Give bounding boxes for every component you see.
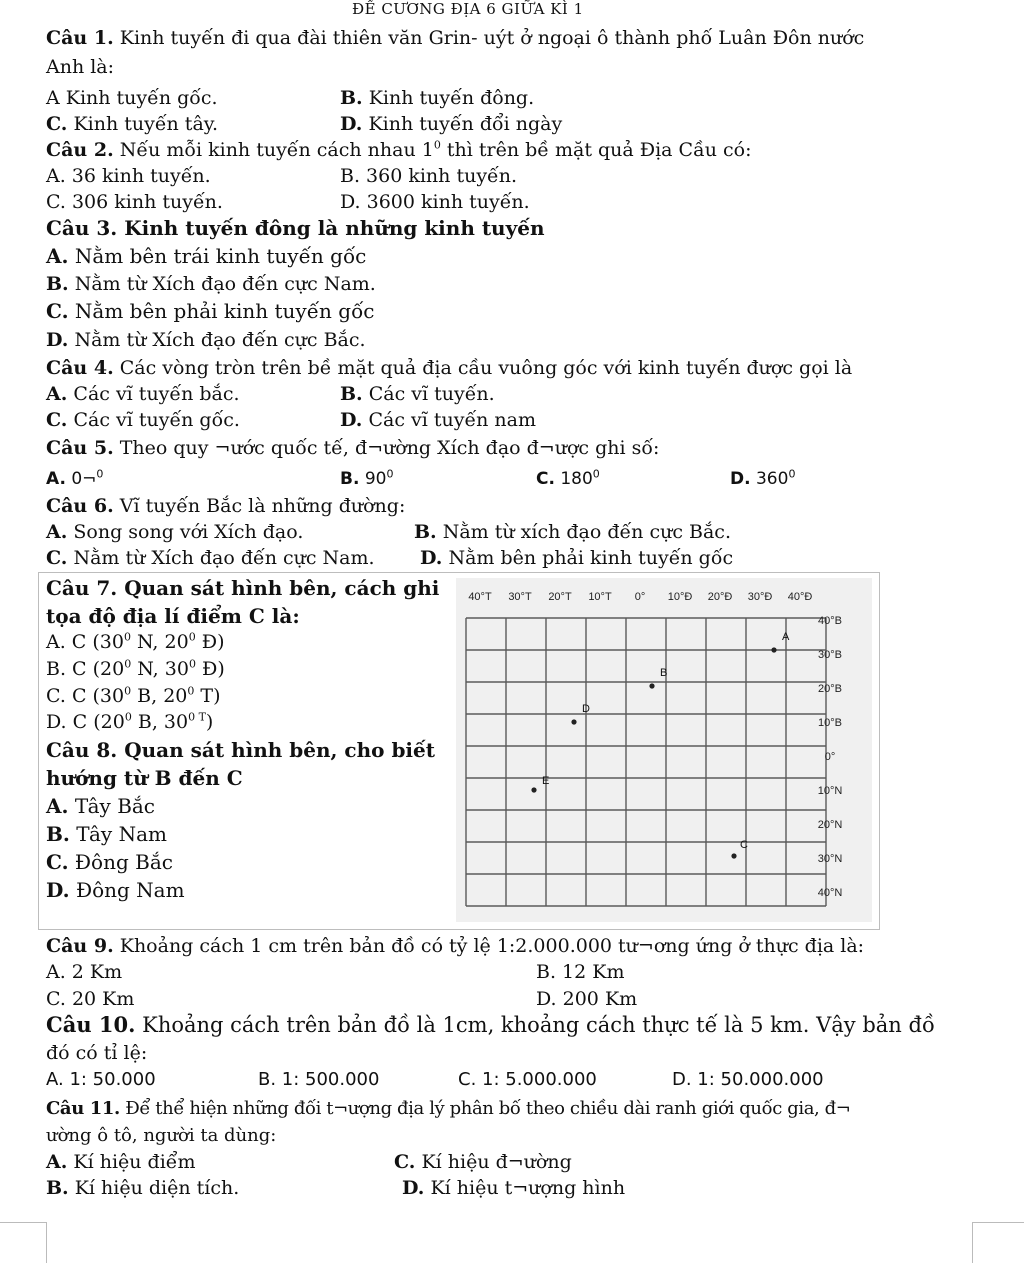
- option-text: Song song với Xích đạo.: [73, 521, 304, 543]
- option-letter: D.: [46, 878, 70, 902]
- page-corner-right: [972, 1222, 1024, 1263]
- option-b: B. 1: 500.000: [258, 1069, 380, 1090]
- option-d: D. 1: 50.000.000: [672, 1069, 824, 1090]
- option-letter: C.: [536, 469, 555, 489]
- map-point-b: [649, 683, 654, 688]
- option-text: Các vĩ tuyến gốc.: [73, 409, 240, 431]
- option-letter: D.: [402, 1177, 425, 1199]
- option-letter: A.: [46, 521, 68, 543]
- degree-sup: 0: [124, 710, 132, 724]
- option-d: [402, 1176, 625, 1200]
- option-a: A. 1: 50.000: [46, 1069, 156, 1090]
- option-b: B. 12 Km: [536, 961, 625, 983]
- option-text: 90: [364, 469, 387, 489]
- degree-sup: 0: [188, 657, 196, 671]
- coordinate-grid-map: [456, 578, 872, 922]
- option-letter: D.: [340, 113, 363, 135]
- option-d: [420, 546, 733, 570]
- question-text: Khoảng cách trên bản đồ là 1cm, khoảng cách thực tế là 5 km. Vậy bản đồ: [142, 1013, 935, 1037]
- question-text-cont: Anh là:: [46, 56, 115, 78]
- question-label: Câu 10.: [46, 1012, 136, 1037]
- option-text: Đông Nam: [75, 878, 185, 902]
- map-point-label: C: [740, 839, 748, 851]
- option-a: [46, 1150, 196, 1174]
- option-d: [46, 710, 213, 734]
- option-text: Nằm bên trái kinh tuyến gốc: [74, 244, 367, 268]
- degree-sup: 0: [788, 467, 796, 481]
- option-text: N, 30: [131, 658, 189, 680]
- option-d: D. 200 Km: [536, 988, 638, 1010]
- parallel-label: 20°B: [818, 683, 842, 695]
- option-b: [340, 86, 534, 110]
- option-letter: B.: [46, 273, 69, 295]
- option-b: [340, 467, 393, 491]
- option-text: Nằm từ Xích đạo đến cực Nam.: [74, 273, 376, 295]
- degree-sup: 0: [592, 467, 600, 481]
- option-b: [46, 272, 376, 296]
- question-text: Nếu mỗi kinh tuyến cách nhau 1: [119, 139, 434, 161]
- option-text: B, 30: [131, 711, 189, 733]
- option-a: [46, 520, 303, 544]
- option-text: T): [194, 685, 221, 707]
- option-text: ): [205, 711, 214, 733]
- option-letter: A.: [46, 794, 69, 818]
- option-a: A. 36 kinh tuyến.: [46, 165, 211, 187]
- option-text: Đông Bắc: [74, 850, 173, 874]
- option-c: [46, 112, 218, 136]
- question-text: Theo quy ¬ước quốc tế, đ¬ường Xích đạo đ¬ược ghi số:: [119, 437, 660, 459]
- option-d: D. 3600 kinh tuyến.: [340, 191, 530, 213]
- meridian-label: 20°Đ: [707, 591, 733, 603]
- option-text: Kinh tuyến đông.: [368, 87, 535, 109]
- map-point-c: [731, 853, 736, 858]
- question-1: [46, 26, 864, 50]
- option-text: Nằm từ Xích đạo đến cực Nam.: [73, 547, 375, 569]
- map-point-label: D: [582, 703, 590, 715]
- parallel-label: 40°N: [817, 887, 843, 899]
- grid-svg: [456, 578, 872, 922]
- question-text-cont: đó có tỉ lệ:: [46, 1042, 148, 1064]
- question-7-cont: tọa độ địa lí điểm C là:: [46, 604, 300, 628]
- option-text: Nằm bên phải kinh tuyến gốc: [448, 547, 734, 569]
- option-b: [46, 657, 225, 681]
- option-a: [46, 244, 366, 268]
- question-7: Câu 7. Quan sát hình bên, cách ghi: [46, 576, 440, 600]
- page-title: ĐỀ CƯƠNG ĐỊA 6 GIỮA KÌ 1: [352, 0, 584, 18]
- meridian-label: 30°Đ: [747, 591, 773, 603]
- question-2: [46, 138, 752, 162]
- option-letter: A.: [46, 383, 68, 405]
- question-label: Câu 4.: [46, 357, 114, 379]
- option-b: B. 360 kinh tuyến.: [340, 165, 518, 187]
- meridian-label: 30°T: [508, 591, 532, 603]
- option-d: [46, 328, 366, 352]
- option-d: [46, 878, 185, 902]
- option-b: [46, 1176, 239, 1200]
- option-text: Kinh tuyến tây.: [73, 113, 219, 135]
- option-text: Nằm bên phải kinh tuyến gốc: [74, 299, 375, 323]
- question-3: Câu 3. Kinh tuyến đông là những kinh tuyến: [46, 216, 545, 240]
- question-text-post: thì trên bề mặt quả Địa Cầu có:: [440, 139, 752, 161]
- option-b: [340, 382, 495, 406]
- option-text: Kinh tuyến đổi ngày: [368, 113, 563, 135]
- option-text: 360: [755, 469, 789, 489]
- question-text: Các vòng tròn trên bề mặt quả địa cầu vuông góc với kinh tuyến được gọi là: [119, 357, 853, 379]
- parallel-label: 0°: [824, 751, 836, 763]
- option-c: [46, 850, 173, 874]
- option-c: [46, 299, 375, 323]
- option-text: Kí hiệu diện tích.: [74, 1177, 240, 1199]
- parallel-label: 30°B: [818, 649, 842, 661]
- question-10: [46, 1013, 935, 1037]
- option-c: [46, 684, 221, 708]
- option-text: Kí hiệu điểm: [73, 1151, 196, 1173]
- option-text: 180: [560, 469, 593, 489]
- question-label: Câu 9.: [46, 935, 114, 957]
- degree-sup: 0: [187, 684, 195, 698]
- question-label: Câu 5.: [46, 437, 114, 459]
- degree-sup: 0: [124, 657, 132, 671]
- meridian-label: 40°Đ: [787, 591, 813, 603]
- option-text: B, 20: [131, 685, 188, 707]
- option-text: Kí hiệu t¬ượng hình: [430, 1177, 626, 1199]
- option-d: [340, 408, 536, 432]
- option-c: [46, 546, 375, 570]
- option-letter: C.: [46, 547, 68, 569]
- question-5: [46, 436, 659, 460]
- option-text: Nằm từ Xích đạo đến cực Bắc.: [74, 329, 366, 351]
- degree-sup: 0: [124, 684, 132, 698]
- question-9: [46, 934, 864, 958]
- question-text: Khoảng cách 1 cm trên bản đồ có tỷ lệ 1:2.000.000 tư¬ơng ứng ở thực địa là:: [119, 935, 865, 957]
- degree-sup: 0: [188, 630, 196, 644]
- option-letter: C.: [46, 850, 69, 874]
- option-a: [46, 467, 103, 491]
- option-letter: B.: [46, 1177, 69, 1199]
- question-label: Câu 1.: [46, 27, 114, 49]
- option-text: Các vĩ tuyến bắc.: [73, 383, 240, 405]
- option-letter: D.: [340, 409, 363, 431]
- degree-sup: 0 T: [188, 710, 206, 724]
- question-label: Câu 6.: [46, 495, 114, 517]
- map-point-e: [531, 787, 536, 792]
- option-text: Các vĩ tuyến.: [368, 383, 495, 405]
- option-letter: C.: [46, 113, 68, 135]
- option-b: [414, 520, 731, 544]
- option-c: [536, 467, 600, 491]
- option-a: [46, 794, 155, 818]
- option-letter: B.: [340, 469, 360, 489]
- option-c: C. 306 kinh tuyến.: [46, 191, 223, 213]
- question-label: Câu 11.: [46, 1098, 120, 1119]
- page-corner-left: [0, 1222, 47, 1263]
- option-letter: B.: [46, 822, 70, 846]
- option-text: Đ): [195, 631, 225, 653]
- option-text: Các vĩ tuyến nam: [368, 409, 537, 431]
- question-8: Câu 8. Quan sát hình bên, cho biết: [46, 738, 435, 762]
- option-c: C. 20 Km: [46, 988, 135, 1010]
- degree-sup: 0: [433, 138, 441, 152]
- meridian-label: 0°: [634, 591, 646, 603]
- meridian-label: 40°T: [468, 591, 492, 603]
- option-text: Nằm từ xích đạo đến cực Bắc.: [442, 521, 731, 543]
- option-letter: A.: [46, 469, 66, 489]
- option-letter: C.: [394, 1151, 416, 1173]
- option-letter: B.: [340, 87, 363, 109]
- question-6: [46, 494, 405, 518]
- map-point-label: E: [542, 775, 550, 787]
- parallel-label: 10°N: [817, 785, 843, 797]
- option-letter: A.: [46, 244, 69, 268]
- option-letter: D.: [46, 329, 69, 351]
- option-d: [340, 112, 562, 136]
- option-text: B. C (20: [46, 658, 125, 680]
- option-letter: A.: [46, 1151, 68, 1173]
- question-text: Vĩ tuyến Bắc là những đường:: [119, 495, 406, 517]
- map-point-label: A: [782, 631, 790, 643]
- option-letter: D.: [730, 469, 751, 489]
- option-letter: D.: [420, 547, 443, 569]
- parallel-label: 20°N: [817, 819, 843, 831]
- option-d: [730, 467, 795, 491]
- option-b: [46, 822, 167, 846]
- option-letter: B.: [414, 521, 437, 543]
- map-point-d: [571, 719, 576, 724]
- question-label: Câu 2.: [46, 139, 114, 161]
- meridian-label: 10°Đ: [667, 591, 693, 603]
- option-letter: C.: [46, 409, 68, 431]
- option-text: D. C (20: [46, 711, 125, 733]
- degree-sup: 0: [386, 467, 394, 481]
- degree-sup: 0: [123, 630, 131, 644]
- parallel-label: 30°N: [817, 853, 843, 865]
- parallel-label: 10°B: [818, 717, 842, 729]
- option-a: A Kinh tuyến gốc.: [46, 87, 218, 109]
- option-text: Đ): [195, 658, 225, 680]
- parallel-label: 40°B: [818, 615, 842, 627]
- option-a: A. 2 Km: [46, 961, 123, 983]
- meridian-label: 20°T: [548, 591, 572, 603]
- question-8-cont: hướng từ B đến C: [46, 766, 243, 790]
- option-text: 0¬: [71, 469, 97, 489]
- meridian-label: 10°T: [588, 591, 612, 603]
- option-letter: B.: [340, 383, 363, 405]
- option-c: [394, 1150, 572, 1174]
- option-text: C. C (30: [46, 685, 125, 707]
- option-c: C. 1: 5.000.000: [458, 1069, 597, 1090]
- option-a: [46, 382, 240, 406]
- option-a: [46, 630, 224, 654]
- question-11: [46, 1097, 850, 1121]
- option-text: A. C (30: [46, 631, 124, 653]
- option-text: N, 20: [130, 631, 189, 653]
- option-letter: C.: [46, 299, 69, 323]
- question-text-cont: ường ô tô, người ta dùng:: [46, 1125, 277, 1146]
- degree-sup: 0: [96, 467, 104, 481]
- option-text: Tây Nam: [76, 822, 167, 846]
- option-text: Kí hiệu đ¬ường: [421, 1151, 572, 1173]
- map-point-label: B: [660, 667, 668, 679]
- question-text: Để thể hiện những đối t¬ượng địa lý phân bố theo chiều dài ranh giới quốc gia, đ¬: [125, 1098, 851, 1119]
- question-text: Kinh tuyến đi qua đài thiên văn Grin- uýt ở ngoại ô thành phố Luân Đôn nước: [119, 27, 865, 49]
- question-4: [46, 356, 852, 380]
- option-c: [46, 408, 240, 432]
- map-point-a: [771, 647, 776, 652]
- option-text: Tây Bắc: [74, 794, 156, 818]
